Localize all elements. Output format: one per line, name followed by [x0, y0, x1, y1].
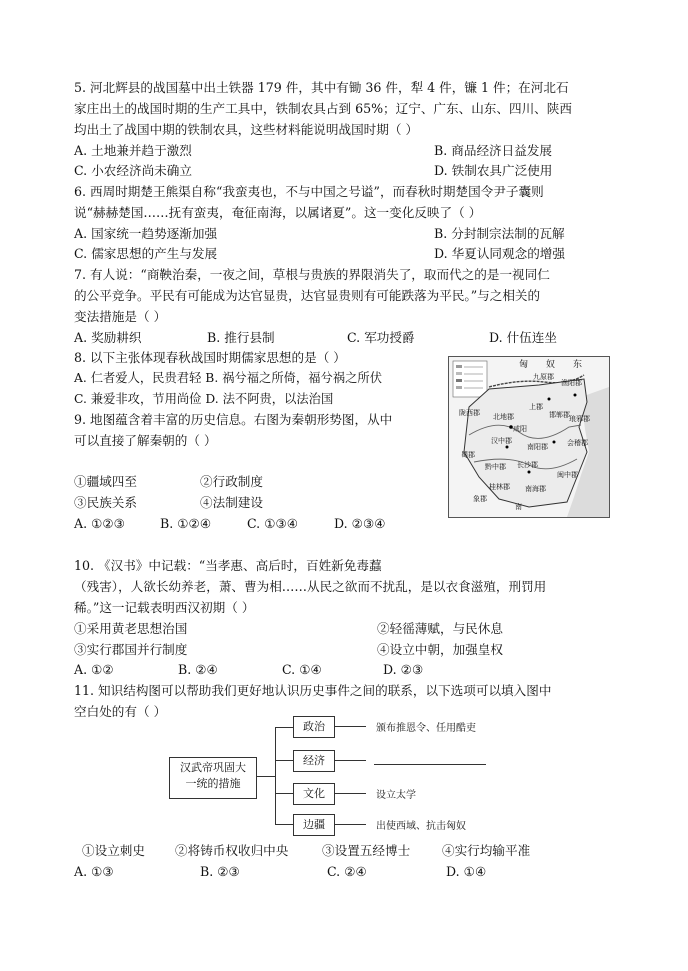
- map-label-qianzhong: 黔中郡: [485, 463, 506, 471]
- diagram-text-frontier: 出使西域、抗击匈奴: [376, 821, 466, 832]
- diagram-arrow-4: [334, 824, 366, 825]
- map-label-shu: 蜀郡: [461, 451, 475, 459]
- q5-stem-line1: 5. 河北辉县的战国墓中出土铁器 179 件，其中有锄 36 件，犁 4 件，镰 1 件；在河北石: [74, 80, 569, 95]
- q6-option-b: B. 分封制宗法制的瓦解: [434, 226, 565, 241]
- map-label-jiuyuan: 九原郡: [533, 373, 554, 381]
- diagram-arrow-3: [334, 793, 366, 794]
- q10-stem-line2: （残害），人欲长幼养老，萧、曹为相……从民之欲而不扰乱，是以衣食滋殖，刑罚用: [74, 579, 547, 594]
- diagram-branch-1: [275, 727, 293, 728]
- q7-option-c: C. 军功授爵: [347, 330, 415, 345]
- q9-item-4: ④法制建设: [200, 495, 263, 510]
- map-label-yuyang: 渔阳郡: [561, 379, 582, 387]
- q9-option-a: A. ①②③: [74, 516, 125, 531]
- q7-option-d: D. 什伍连坐: [489, 330, 558, 345]
- q10-item-1: ①采用黄老思想治国: [74, 621, 188, 636]
- diagram-blank-line: [374, 764, 486, 765]
- q9-item-3: ③民族关系: [74, 495, 137, 510]
- diagram-connector: [256, 776, 275, 777]
- map-label-beidi: 北地郡: [493, 413, 514, 421]
- diagram-box-politics: 政治: [293, 716, 335, 738]
- q10-item-4: ④设立中朝，加强皇权: [377, 642, 503, 657]
- map-label-xianyang: 咸阳: [513, 425, 527, 433]
- diagram-box-culture: 文化: [293, 783, 335, 805]
- q10-item-2: ②轻徭薄赋，与民休息: [377, 621, 503, 636]
- q11-stem-line2: 空白处的有（ ）: [74, 704, 167, 719]
- q11-option-a: A. ①③: [74, 864, 114, 879]
- q7-option-a: A. 奖励耕织: [74, 330, 142, 345]
- diagram-box-frontier: 边疆: [293, 814, 335, 836]
- diagram-branch-3: [275, 793, 293, 794]
- diagram-text-politics: 颁布推恩令、任用酷吏: [376, 723, 476, 734]
- map-label-shang: 上郡: [529, 403, 543, 411]
- q6-option-c: C. 儒家思想的产生与发展: [74, 246, 218, 261]
- map-label-xiang: 象郡: [473, 495, 487, 503]
- q9-option-b: B. ①②④: [160, 516, 212, 531]
- diagram-center-line2: 一统的措施: [185, 777, 241, 790]
- q5-option-b: B. 商品经济日益发展: [434, 143, 553, 158]
- map-label-hanzhong: 汉中郡: [491, 437, 512, 445]
- q10-option-d: D. ②③: [383, 662, 424, 677]
- q10-stem-line1: 10. 《汉书》中记载：“当孝惠、高后时，百姓新免毒蠚: [74, 558, 382, 573]
- map-graphic: [449, 357, 609, 517]
- q9-option-d: D. ②③④: [334, 516, 386, 531]
- diagram-arrow-2: [334, 760, 366, 761]
- diagram-branch-2: [275, 760, 293, 761]
- diagram-branch-4: [275, 824, 293, 825]
- q6-stem-line1: 6. 西周时期楚王熊渠自称“我蛮夷也，不与中国之号谥”，而春秋时期楚国令尹子囊则: [74, 184, 544, 199]
- map-label-nan: 南: [515, 503, 522, 511]
- map-label-nanhai: 南海郡: [525, 485, 546, 493]
- q11-item-4: ④实行均输平准: [442, 843, 531, 858]
- q6-stem-line2: 说“赫赫楚国……抚有蛮夷，奄征南海，以属诸夏”。这一变化反映了（ ）: [74, 205, 482, 220]
- q6-option-d: D. 华夏认同观念的增强: [434, 246, 565, 261]
- map-label-langya: 琅邪郡: [569, 415, 590, 423]
- q7-option-b: B. 推行县制: [207, 330, 275, 345]
- q9-stem-line2: 可以直接了解秦朝的（ ）: [74, 433, 217, 448]
- q11-option-b: B. ②③: [200, 864, 240, 879]
- q10-stem-line3: 稀。”这一记载表明西汉初期（ ）: [74, 600, 255, 615]
- q11-stem-line1: 11. 知识结构图可以帮助我们更好地认识历史事件之间的联系，以下选项可以填入图中: [74, 683, 552, 698]
- q10-item-3: ③实行郡国并行制度: [74, 642, 188, 657]
- q6-option-a: A. 国家统一趋势逐渐加强: [74, 226, 218, 241]
- q7-stem-line3: 变法措施是（ ）: [74, 309, 167, 324]
- diagram-spine: [275, 727, 276, 824]
- q7-stem-line1: 7. 有人说：“商鞅治秦，一夜之间，草根与贵族的界限消失了，取而代之的是一视同仁: [74, 267, 550, 282]
- q10-option-b: B. ②④: [178, 662, 218, 677]
- q5-stem-line2: 家庄出土的战国时期的生产工具中，铁制农具占到 65%；辽宁、广东、山东、四川、陕西: [74, 101, 572, 116]
- q7-stem-line2: 的公平竞争。平民有可能成为达官显贵，达官显贵则有可能跌落为平民。”与之相关的: [74, 288, 541, 303]
- q8-stem: 8. 以下主张体现春秋战国时期儒家思想的是（ ）: [74, 350, 346, 365]
- diagram-center-box: [169, 757, 257, 799]
- map-label-changsha: 长沙郡: [517, 461, 538, 469]
- q9-item-2: ②行政制度: [200, 474, 263, 489]
- q11-option-c: C. ②④: [327, 864, 367, 879]
- q10-option-c: C. ①④: [282, 662, 322, 677]
- q5-option-c: C. 小农经济尚未确立: [74, 163, 192, 178]
- q10-option-a: A. ①②: [74, 662, 114, 677]
- q5-option-d: D. 铁制农具广泛使用: [434, 163, 553, 178]
- map-title-label: 匈 奴 东: [519, 360, 583, 370]
- q9-item-1: ①疆域四至: [74, 474, 137, 489]
- map-label-kuaiji: 会稽郡: [567, 439, 588, 447]
- diagram-center-line1: 汉武帝巩固大: [180, 761, 246, 774]
- diagram-arrow-1: [334, 726, 366, 727]
- map-label-guilin: 桂林郡: [489, 483, 510, 491]
- q5-option-a: A. 土地兼并趋于激烈: [74, 143, 192, 158]
- q11-item-2: ②将铸币权收归中央: [175, 843, 289, 858]
- map-label-minzhong: 闽中郡: [557, 471, 578, 479]
- diagram-box-economy: 经济: [293, 750, 335, 772]
- diagram-text-culture: 设立太学: [376, 790, 416, 801]
- q9-option-c: C. ①③④: [247, 516, 299, 531]
- q9-stem-line1: 9. 地图蕴含着丰富的历史信息。右图为秦朝形势图，从中: [74, 412, 393, 427]
- map-label-handan: 邯郸郡: [549, 411, 570, 419]
- q8-options-cd: C. 兼爱非攻，节用尚俭 D. 法不阿贵，以法治国: [74, 392, 334, 406]
- q11-option-d: D. ①④: [446, 864, 487, 879]
- q8-options-ab: A. 仁者爱人，民贵君轻 B. 祸兮福之所倚，福兮祸之所伏: [74, 371, 382, 385]
- q11-item-3: ③设置五经博士: [322, 843, 411, 858]
- map-label-longxi: 陇西郡: [459, 409, 480, 417]
- q5-stem-line3: 均出土了战国中期的铁制农具，这些材料能说明战国时期（ ）: [74, 122, 419, 137]
- map-label-nanyang: 南阳郡: [527, 443, 548, 451]
- q11-item-1: ①设立刺史: [82, 843, 145, 858]
- qin-dynasty-map: [448, 356, 610, 518]
